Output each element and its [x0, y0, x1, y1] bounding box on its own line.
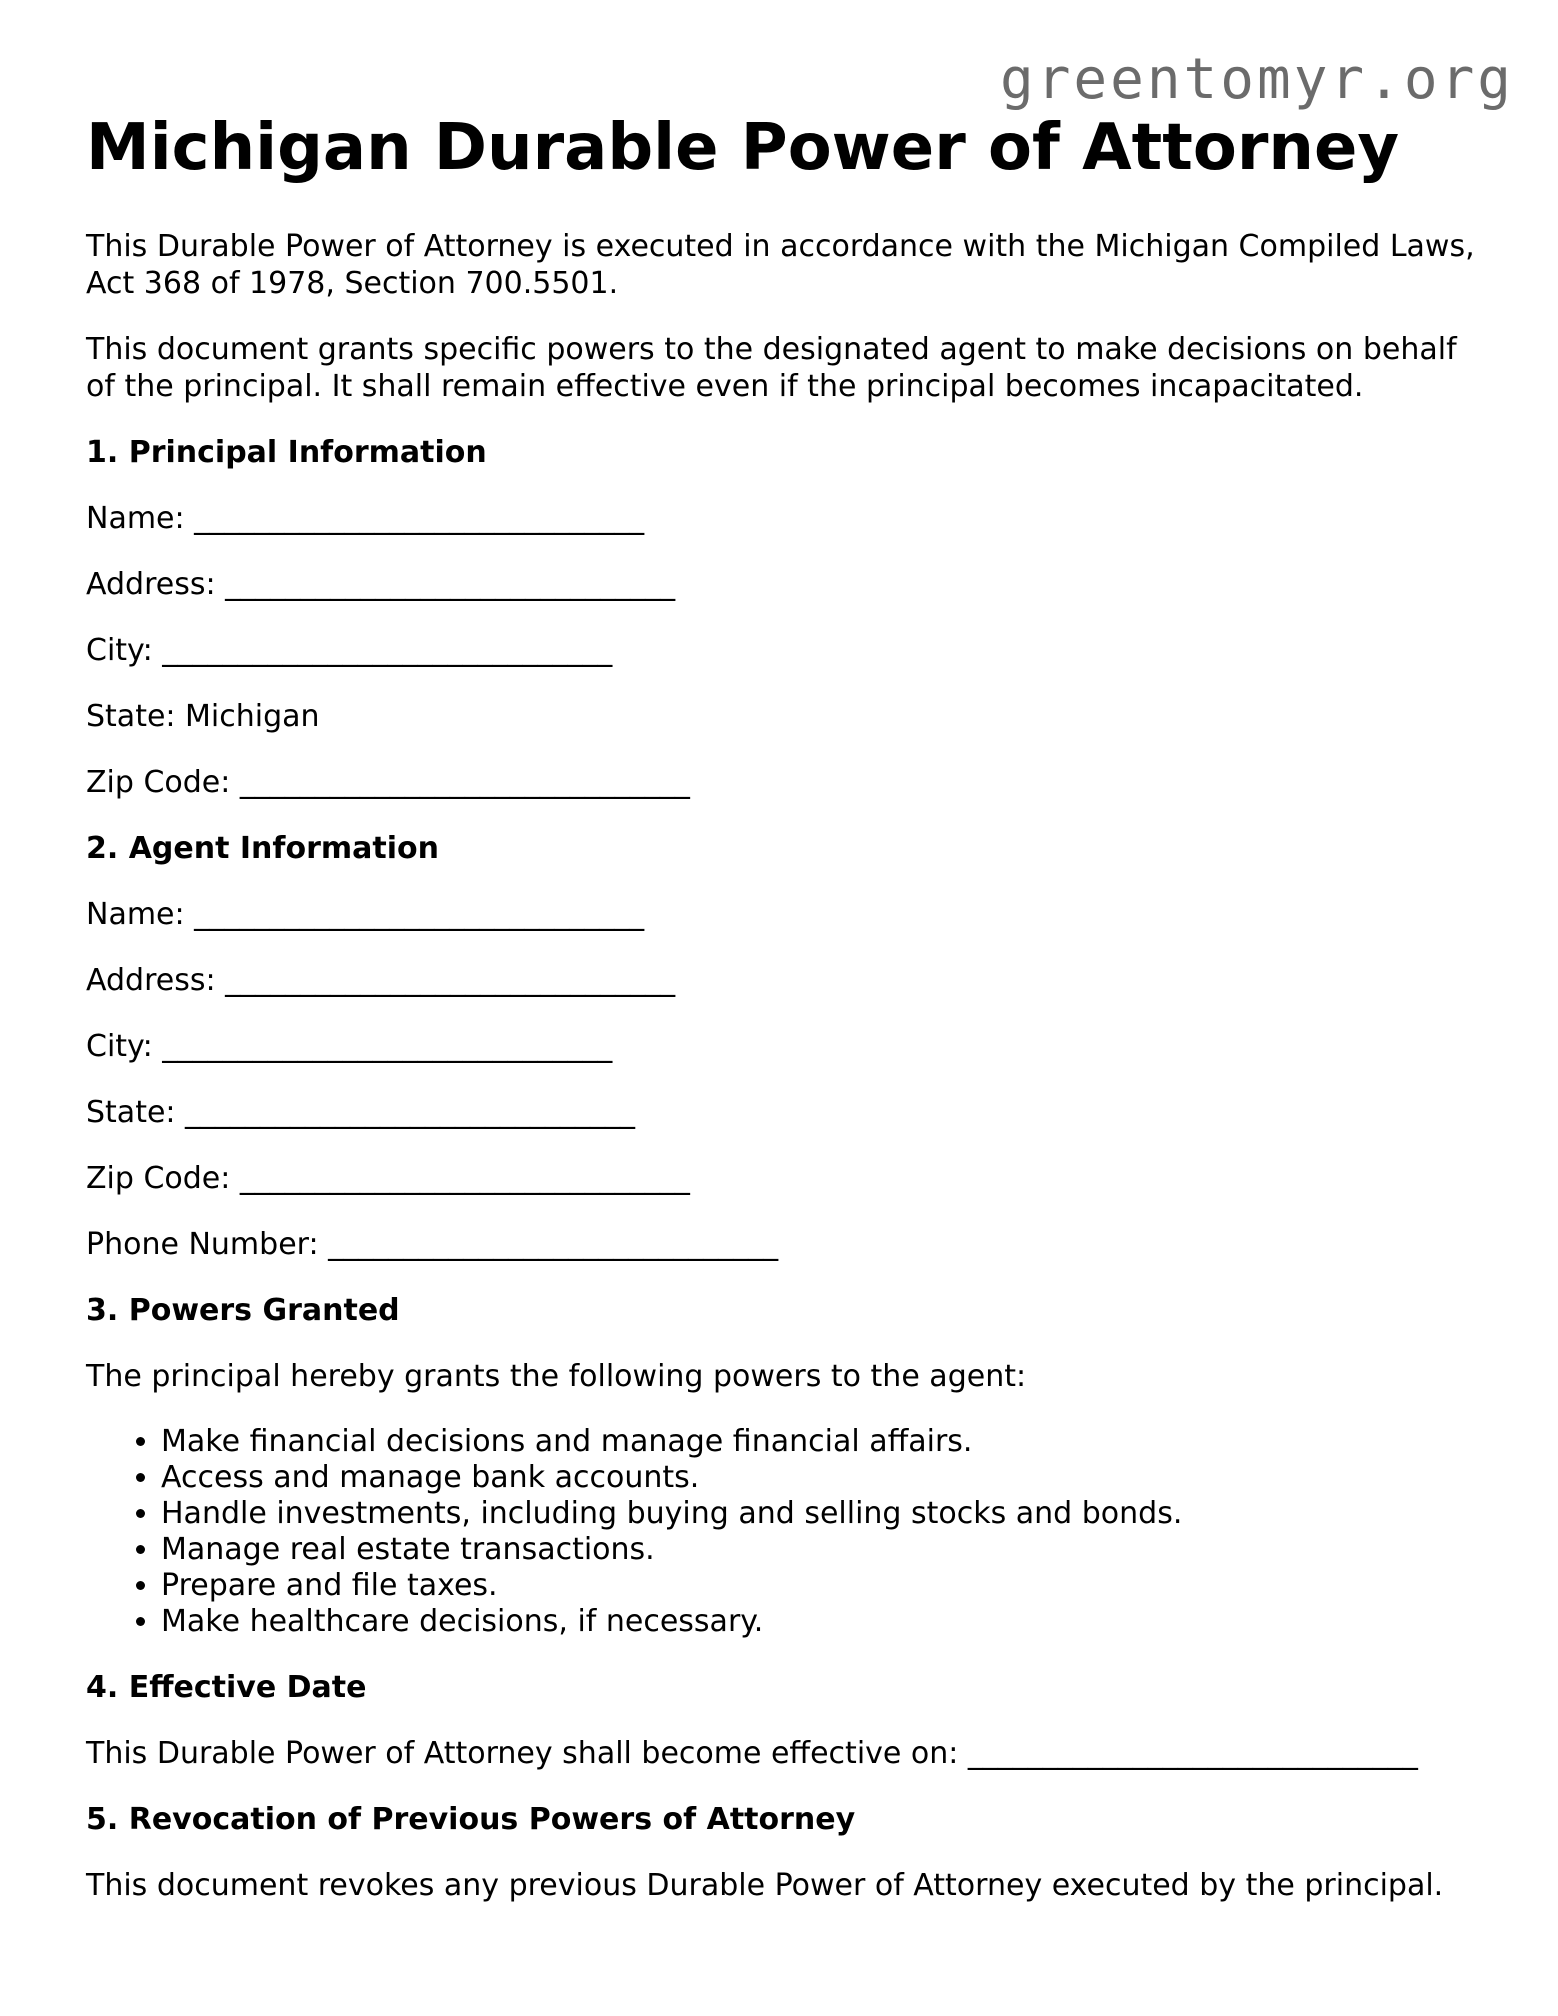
- intro-paragraph-1: This Durable Power of Attorney is executed in accordance with the Michigan Compiled Laws, Act 368 of 1978, Section 700.5501.: [86, 229, 1475, 301]
- agent-phone-field[interactable]: Phone Number: ______________________________: [86, 1227, 779, 1262]
- intro-paragraph-2: This document grants specific powers to the designated agent to make decisions on behalf of the principal. It shall remain effective even if the principal becomes incapacitated.: [86, 332, 1457, 404]
- section-heading-revocation: 5. Revocation of Previous Powers of Attorney: [86, 1802, 856, 1837]
- agent-city-field[interactable]: City: ______________________________: [86, 1029, 613, 1064]
- list-item: • Access and manage bank accounts.: [161, 1460, 1486, 1496]
- agent-state-field[interactable]: State: ______________________________: [86, 1095, 636, 1130]
- list-item: • Handle investments, including buying and selling stocks and bonds.: [161, 1496, 1486, 1532]
- principal-name-field[interactable]: Name: ______________________________: [86, 501, 645, 536]
- principal-city-field[interactable]: City: ______________________________: [86, 633, 613, 668]
- section-heading-principal: 1. Principal Information: [86, 435, 487, 470]
- powers-list: [86, 1424, 1486, 1640]
- revocation-text: This document revokes any previous Durable Power of Attorney executed by the principal.: [86, 1868, 1444, 1903]
- section-heading-effective-date: 4. Effective Date: [86, 1670, 367, 1705]
- agent-zip-field[interactable]: Zip Code: ______________________________: [86, 1161, 690, 1196]
- list-item: • Prepare and file taxes.: [161, 1568, 1486, 1604]
- list-item: • Manage real estate transactions.: [161, 1532, 1486, 1568]
- page-title: Michigan Durable Power of Attorney: [86, 111, 1400, 185]
- agent-address-field[interactable]: Address: ______________________________: [86, 963, 676, 998]
- section-heading-powers: 3. Powers Granted: [86, 1293, 400, 1328]
- watermark: greentomyr.org: [999, 47, 1514, 112]
- principal-zip-field[interactable]: Zip Code: ______________________________: [86, 765, 690, 800]
- list-item: • Make financial decisions and manage financial affairs.: [161, 1424, 1486, 1460]
- document-body: [86, 108, 1486, 1933]
- effective-date-field[interactable]: This Durable Power of Attorney shall become effective on: ______________________________: [86, 1736, 1418, 1771]
- section-heading-agent: 2. Agent Information: [86, 831, 439, 866]
- agent-name-field[interactable]: Name: ______________________________: [86, 897, 645, 932]
- list-item: • Make healthcare decisions, if necessary.: [161, 1604, 1486, 1640]
- powers-intro: The principal hereby grants the following powers to the agent:: [86, 1359, 1027, 1394]
- principal-state-field: State: Michigan: [86, 699, 320, 734]
- principal-address-field[interactable]: Address: ______________________________: [86, 567, 676, 602]
